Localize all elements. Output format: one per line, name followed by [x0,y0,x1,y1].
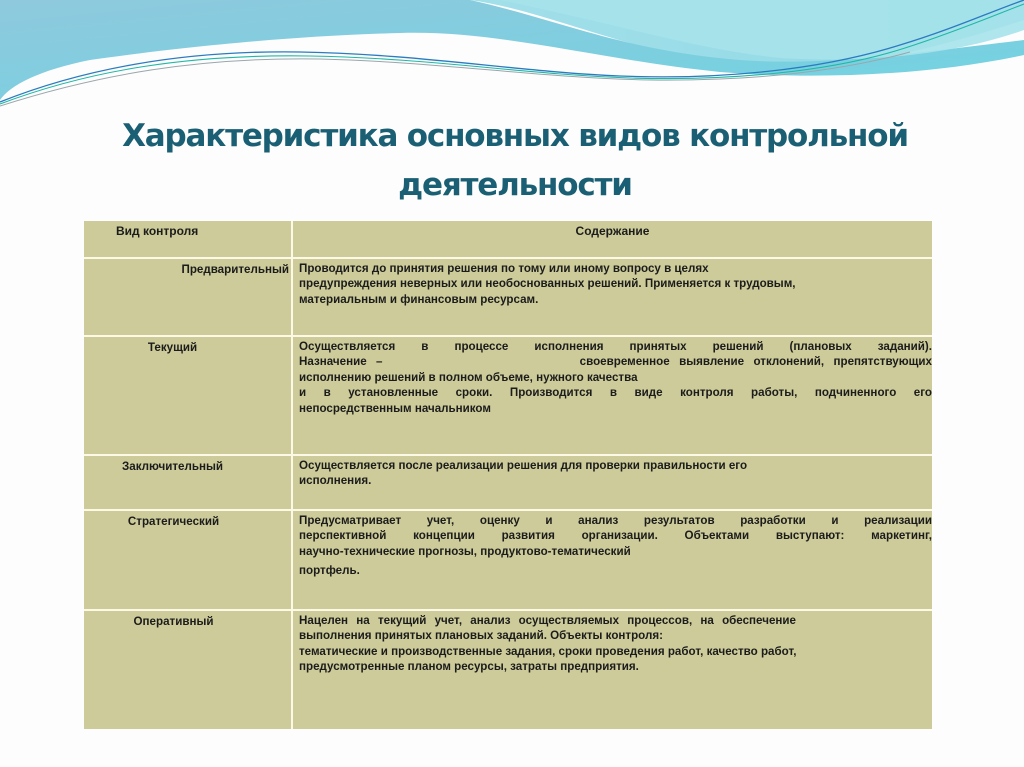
content-line: и в установленные сроки. Производится в виде контроля работы, подчиненного его [299,386,932,400]
content-line: выполнения принятых плановых заданий. Объекты контроля: [299,629,663,643]
table-row [84,456,932,509]
title-line-1: Характеристика основных видов контрольной [122,118,908,154]
row-content [293,456,932,509]
content-line: портфель. [299,564,360,578]
content-line: Проводится до принятия решения по тому или иному вопросу в целях [299,262,709,275]
content-line: перспективной концепции развития организации. Объектами выступают: маркетинг, [299,529,932,543]
table-row [84,511,932,609]
decorative-wave-header [0,0,1024,120]
row-kind: Предварительный [84,259,291,335]
header-content: Содержание [293,221,932,257]
row-content [293,337,932,454]
row-kind: Оперативный [84,611,291,729]
content-line: Предусматривает учет, оценку и анализ результатов разработки и реализации [299,514,932,527]
content-line: исполнению решений в полном объеме, нужного качества [299,370,638,384]
table-row [84,337,932,454]
page-title [90,112,940,210]
content-line: материальным и финансовым ресурсам. [299,292,539,306]
content-line: предусмотренные планом ресурсы, затраты предприятия. [299,660,639,674]
content-line: тематические и производственные задания, сроки проведения работ, качество работ, [299,644,797,658]
header-kind: Вид контроля [84,221,291,257]
control-types-table [84,221,932,729]
content-line: Осуществляется после реализации решения для проверки правильности его [299,459,748,472]
content-line: исполнения. [299,474,372,488]
title-line-2: деятельности [398,167,632,203]
content-line: Назначение – своевременное выявление отклонений, препятствующих [299,355,932,369]
content-line: Осуществляется в процессе исполнения принятых решений (плановых заданий). [299,340,932,353]
row-content [293,511,932,609]
table-header-row [84,221,932,257]
content-line: непосредственным начальником [299,401,491,415]
table-row [84,611,932,729]
row-kind: Текущий [84,337,291,454]
content-line: научно-технические прогнозы, продуктово-тематический [299,544,631,558]
table-row [84,259,932,335]
row-kind: Стратегический [84,511,291,609]
content-line: Нацелен на текущий учет, анализ осуществляемых процессов, на обеспечение [299,614,796,627]
row-kind: Заключительный [84,456,291,509]
row-content [293,259,932,335]
content-line: предупреждения неверных или необоснованных решений. Применяется к трудовым, [299,277,796,291]
row-content [293,611,932,729]
